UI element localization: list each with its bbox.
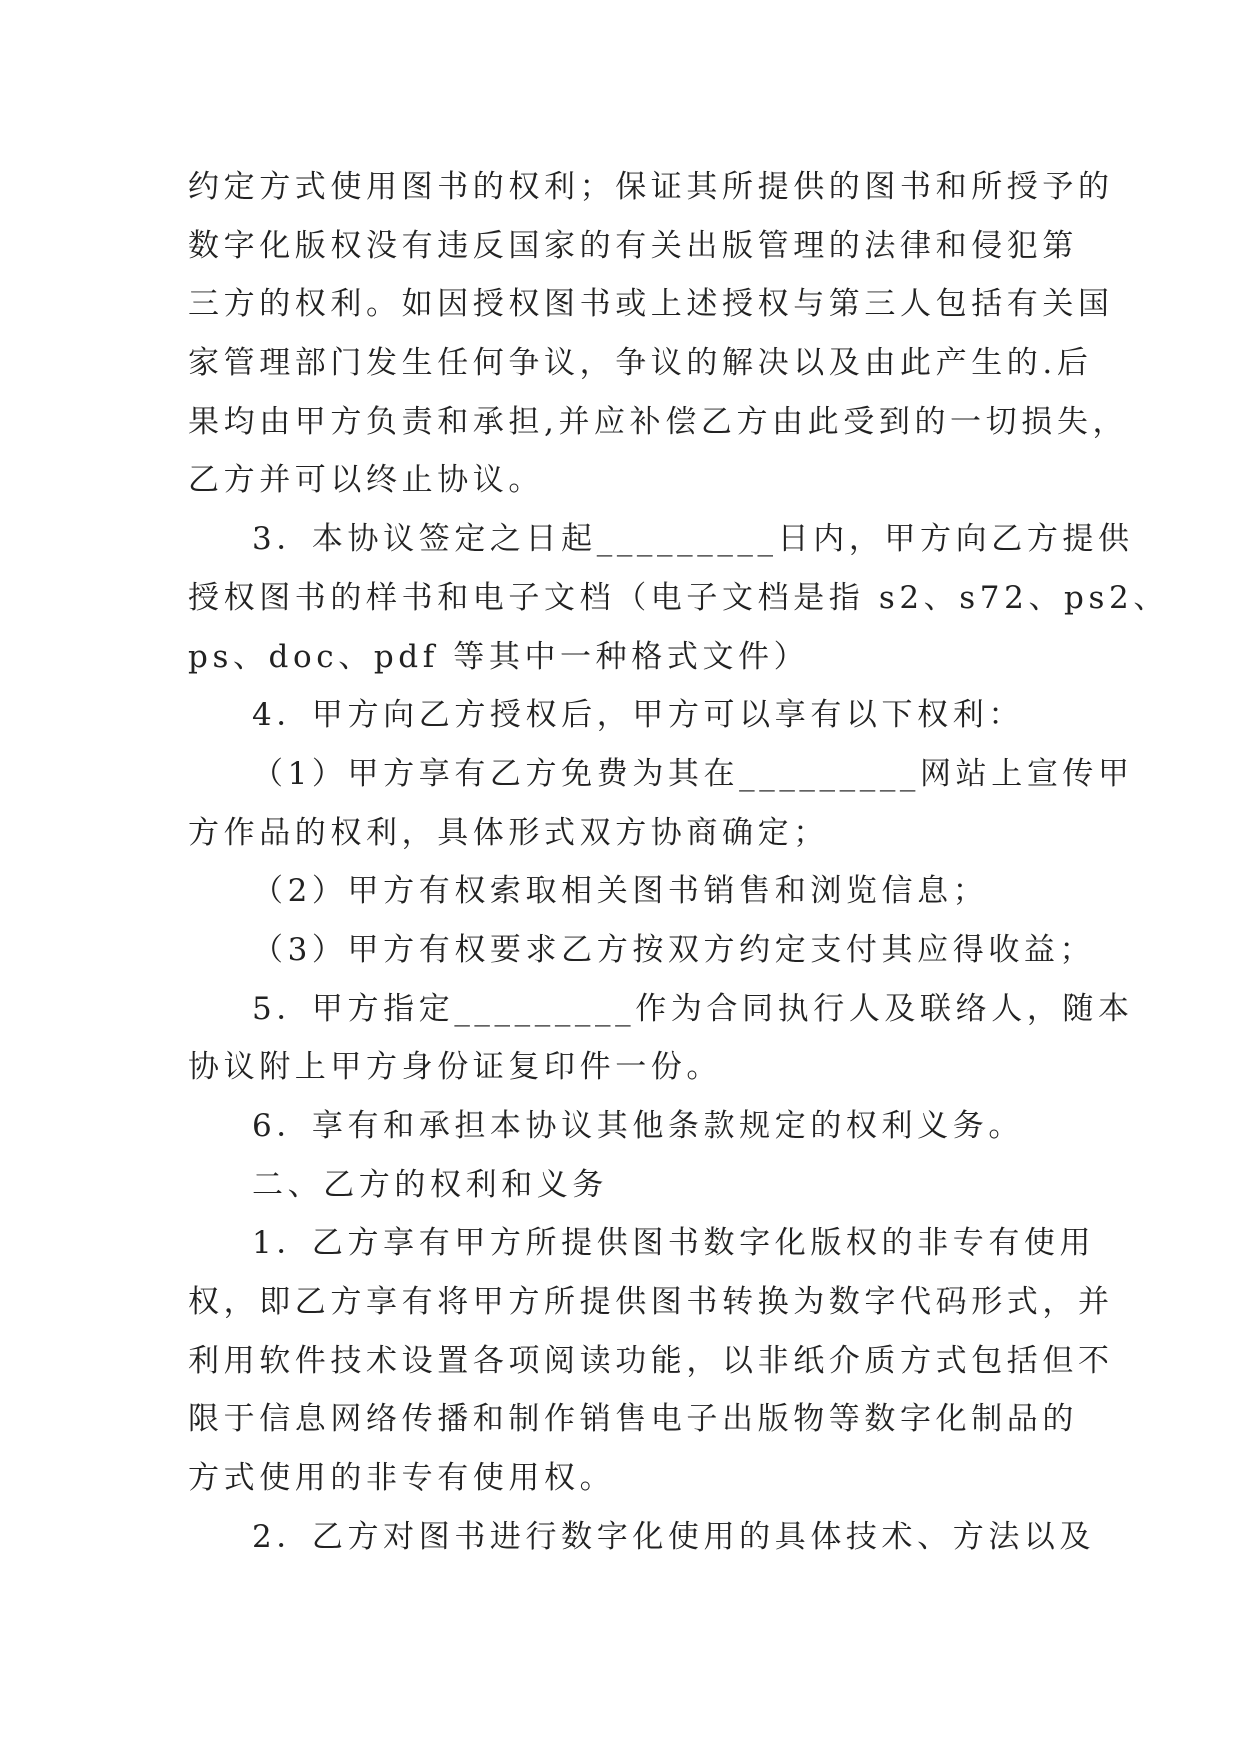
text-line: 协议附上甲方身份证复印件一份。 [188,1049,722,1086]
clause-1-line: 1．乙方享有甲方所提供图书数字化版权的非专有使用 [252,1225,1096,1262]
text-line: 约定方式使用图书的权利；保证其所提供的图书和所授予的 [188,169,1114,205]
text-line: 数字化版权没有违反国家的有关出版管理的法律和侵犯第 [188,227,1078,264]
sub-item-3-line: （3）甲方有权要求乙方按双方约定支付其应得收益； [252,931,1096,968]
clause-3-line: 3．本协议签定之日起_________日内，甲方向乙方提供 [252,521,1134,558]
text-line: 权，即乙方享有将甲方所提供图书转换为数字代码形式，并 [188,1284,1114,1321]
section-heading: 二、乙方的权利和义务 [252,1166,608,1203]
clause-2-line: 2．乙方对图书进行数字化使用的具体技术、方法以及 [252,1518,1096,1555]
text-line: 限于信息网络传播和制作销售电子出版物等数字化制品的 [188,1401,1078,1438]
sub-item-1-line: （1）甲方享有乙方免费为其在_________网站上宣传甲 [252,755,1134,792]
sub-item-2-line: （2）甲方有权索取相关图书销售和浏览信息； [252,873,989,910]
text-line: 授权图书的样书和电子文档（电子文档是指 s2、s72、ps2、 [188,579,1169,616]
clause-4-line: 4．甲方向乙方授权后，甲方可以享有以下权利： [252,697,1024,734]
text-line: 果均由甲方负责和承担,并应补偿乙方由此受到的一切损失， [188,403,1129,440]
text-line: 方作品的权利，具体形式双方协商确定； [188,814,829,851]
text-line: 方式使用的非专有使用权。 [188,1460,616,1497]
document-body [188,158,1169,1567]
clause-6-line: 6．享有和承担本协议其他条款规定的权利义务。 [252,1108,1024,1144]
text-line: 乙方并可以终止协议。 [188,462,544,499]
text-line: 家管理部门发生任何争议，争议的解决以及由此产生的.后 [188,345,1093,382]
text-line: 三方的权利。如因授权图书或上述授权与第三人包括有关国 [188,286,1114,323]
text-line: 利用软件技术设置各项阅读功能，以非纸介质方式包括但不 [188,1342,1114,1379]
text-line: ps、doc、pdf 等其中一种格式文件） [188,638,810,675]
clause-5-line: 5．甲方指定_________作为合同执行人及联络人，随本 [252,990,1134,1027]
